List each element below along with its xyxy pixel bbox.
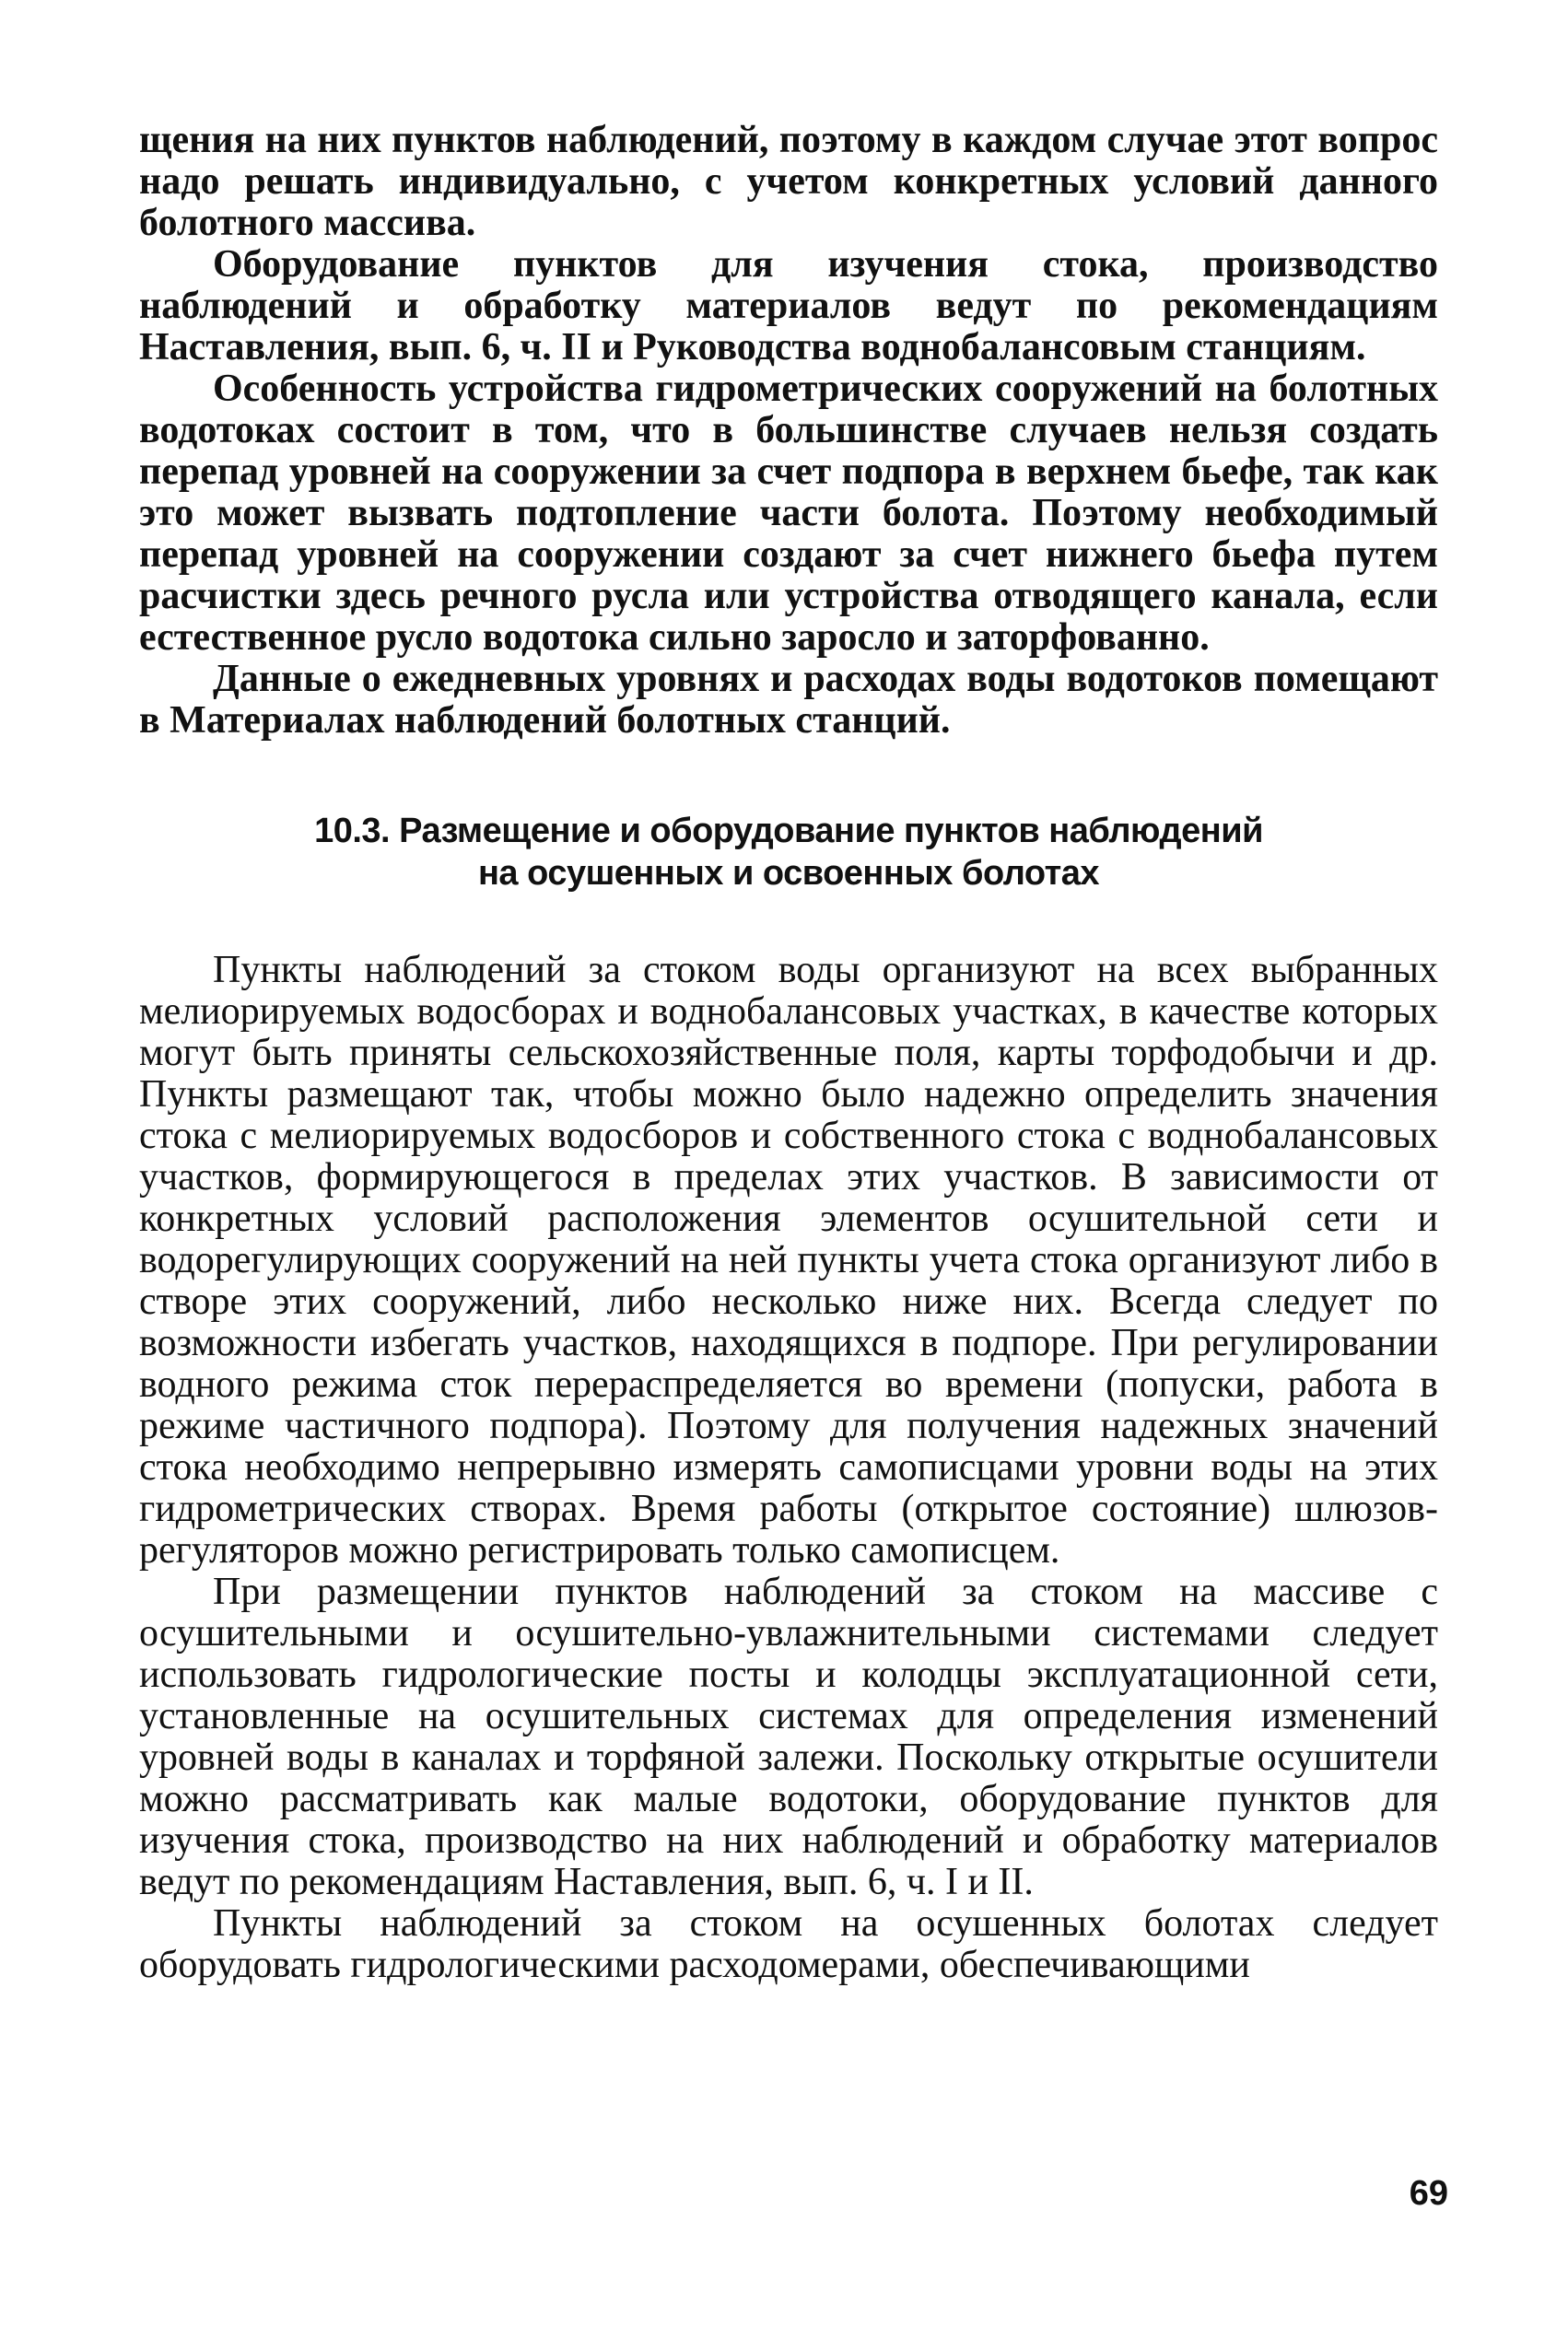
- section-body-text: [139, 950, 1438, 1986]
- section-heading-line2: на осушенных и освоенных болотах: [477, 854, 1099, 893]
- paragraph-continuation: щения на них пунктов наблюдений, поэтому в каждом случае этот вопрос надо решать индивидуально, с учетом конкретных условий данного болотного массива.: [139, 119, 1438, 244]
- section-top-text: [139, 120, 1438, 742]
- paragraph-flow-meters: Пункты наблюдений за стоком на осушенных болотах следует оборудовать гидрологическими расходомерами, обеспечивающими: [139, 1902, 1438, 1986]
- paragraph-structures: Особенность устройства гидрометрических сооружений на болотных водотоках состоит в том, что в большинстве случаев нельзя создать перепад уровней на сооружении за счет подпора в верхнем бьефе, так как это может вызвать подтопление части болота. Поэтому необходимый перепад уровней на сооружении создают за счет нижнего бьефа путем расчистки здесь речного русла или устройства отводящего канала, если естественное русло водотока сильно заросло и заторфованно.: [139, 368, 1438, 659]
- section-heading: [139, 810, 1438, 895]
- page-content: [139, 120, 1438, 1986]
- paragraph-data-placement: Данные о ежедневных уровнях и расходах воды водотоков помещают в Материалах наблюдений болотных станций.: [139, 658, 1438, 742]
- page-number: 69: [1409, 2174, 1448, 2213]
- paragraph-equipment: Оборудование пунктов для изучения стока, производство наблюдений и обработку материалов ведут по рекомендациям Наставления, вып. 6, ч. II и Руководства воднобалансовым станциям.: [139, 243, 1438, 368]
- section-heading-line1: 10.3. Размещение и оборудование пунктов наблюдений: [314, 812, 1263, 850]
- paragraph-drainage-systems: При размещении пунктов наблюдений за стоком на массиве с осушительными и осушительно-увлажнительными системами следует использовать гидрологические посты и колодцы эксплуатационной сети, установленные на осушительных системах для определения изменений уровней воды в каналах и торфяной залежи. Поскольку открытые осушители можно рассматривать как малые водотоки, оборудование пунктов для изучения стока, производство на них наблюдений и обработку материалов ведут по рекомендациям Наставления, вып. 6, ч. I и II.: [139, 1571, 1438, 1903]
- paragraph-observation-points: Пункты наблюдений за стоком воды организуют на всех выбранных мелиорируемых водосборах и воднобалансовых участках, в качестве которых могут быть приняты сельскохозяйственные поля, карты торфодобычи и др. Пункты размещают так, чтобы можно было надежно определить значения стока с мелиорируемых водосборов и собственного стока с воднобалансовых участков, формирующегося в пределах этих участков. В зависимости от конкретных условий расположения элементов осушительной сети и водорегулирующих сооружений на ней пункты учета стока организуют либо в створе этих сооружений, либо несколько ниже них. Всегда следует по возможности избегать участков, находящихся в подпоре. При регулировании водного режима сток перераспределяется во времени (попуски, работа в режиме частичного подпора). Поэтому для получения надежных значений стока необходимо непрерывно измерять самописцами уровни воды на этих гидрометрических створах. Время работы (открытое состояние) шлюзов-регуляторов можно регистрировать только самописцем.: [139, 949, 1438, 1572]
